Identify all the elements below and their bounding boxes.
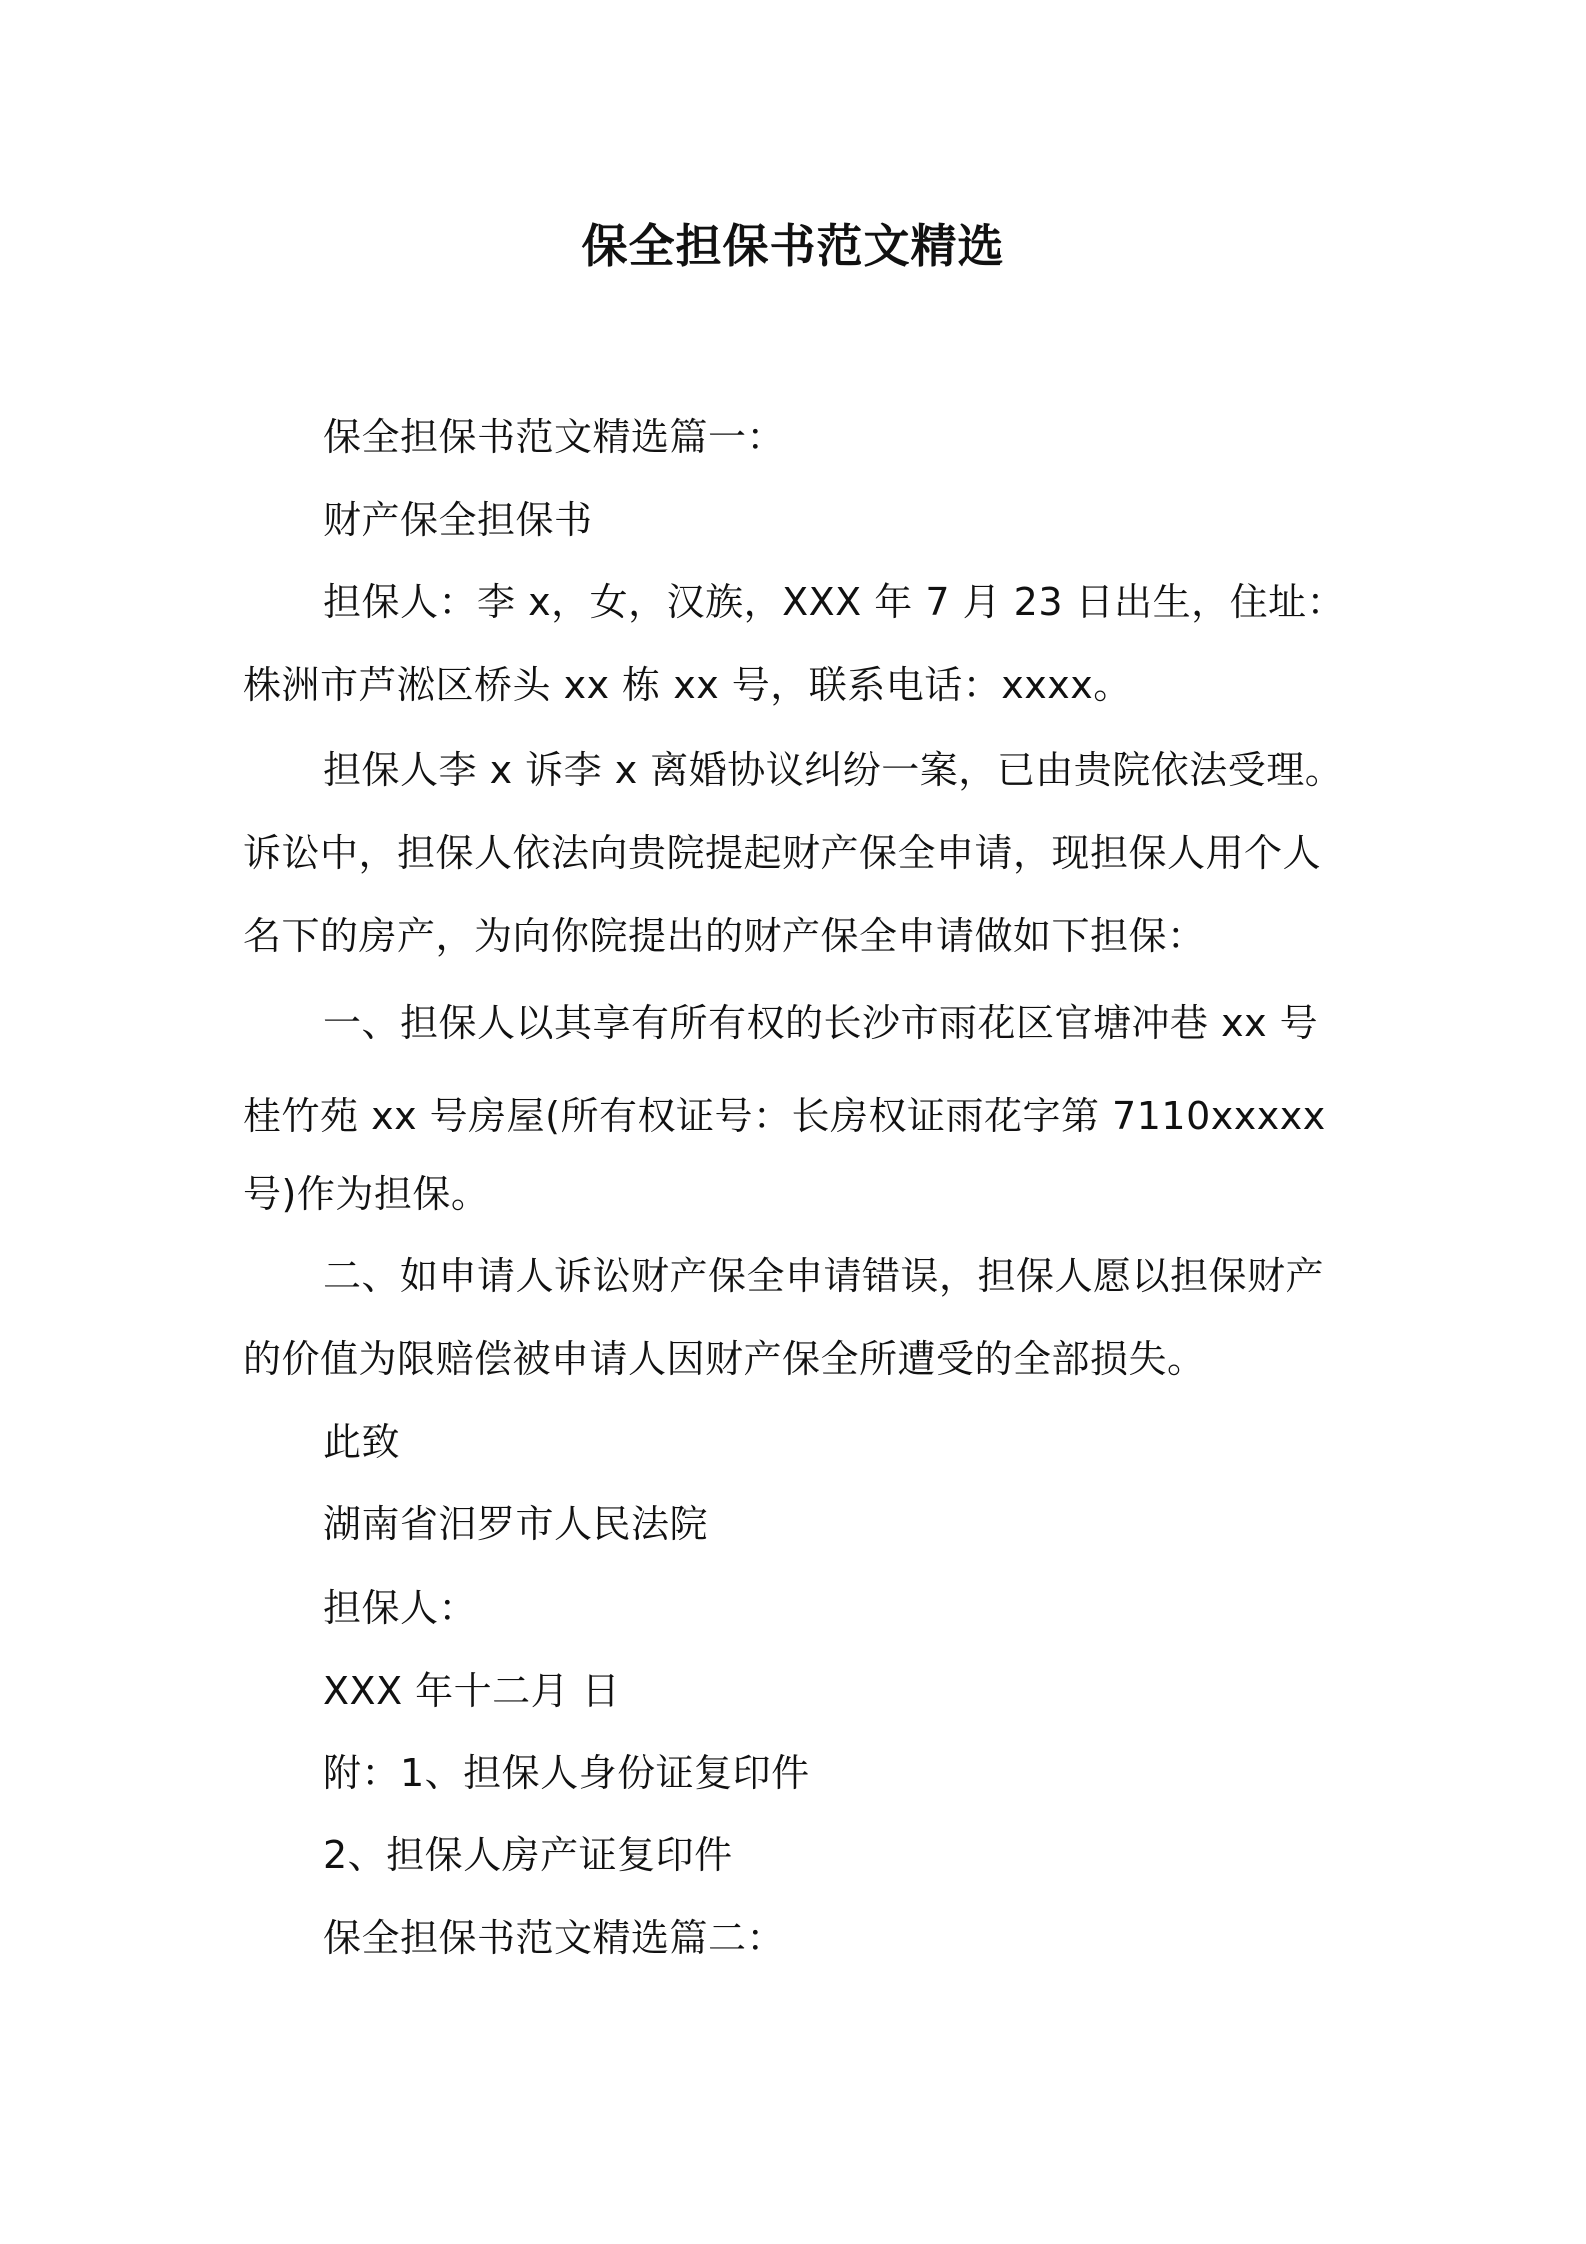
- letter-heading: 财产保全担保书: [323, 498, 593, 542]
- date-line: XXX 年十二月 日: [323, 1669, 621, 1713]
- attachment-1: 附：1、担保人身份证复印件: [323, 1751, 810, 1795]
- case-paragraph-line-1: 担保人李 x 诉李 x 离婚协议纠纷一案，已由贵院依法受理。: [323, 748, 1344, 792]
- court-name: 湖南省汨罗市人民法院: [323, 1502, 709, 1546]
- attachment-2: 2、担保人房产证复印件: [323, 1833, 733, 1877]
- clause-two-line-1: 二、如申请人诉讼财产保全申请错误，担保人愿以担保财产: [323, 1254, 1325, 1298]
- section-heading-2: 保全担保书范文精选篇二：: [323, 1916, 786, 1960]
- salutation: 此致: [323, 1420, 401, 1464]
- clause-two-line-2: 的价值为限赔偿被申请人因财产保全所遭受的全部损失。: [243, 1337, 1206, 1381]
- case-paragraph-line-3: 名下的房产，为向你院提出的财产保全申请做如下担保：: [243, 914, 1206, 958]
- clause-one-line-1: 一、担保人以其享有所有权的长沙市雨花区官塘冲巷 xx 号: [323, 1001, 1319, 1045]
- section-heading-1: 保全担保书范文精选篇一：: [323, 415, 786, 459]
- guarantor-info-line-1: 担保人：李 x，女，汉族，XXX 年 7 月 23 日出生，住址：: [323, 580, 1346, 624]
- case-paragraph-line-2: 诉讼中，担保人依法向贵院提起财产保全申请，现担保人用个人: [243, 831, 1322, 875]
- guarantor-info-line-2: 株洲市芦淞区桥头 xx 栋 xx 号，联系电话：xxxx。: [243, 663, 1132, 707]
- guarantor-signature-label: 担保人：: [323, 1586, 478, 1630]
- clause-one-line-3: 号)作为担保。: [243, 1172, 490, 1216]
- clause-one-line-2: 桂竹苑 xx 号房屋(所有权证号：长房权证雨花字第 7110xxxxx: [243, 1094, 1326, 1138]
- document-title: 保全担保书范文精选: [581, 219, 1005, 273]
